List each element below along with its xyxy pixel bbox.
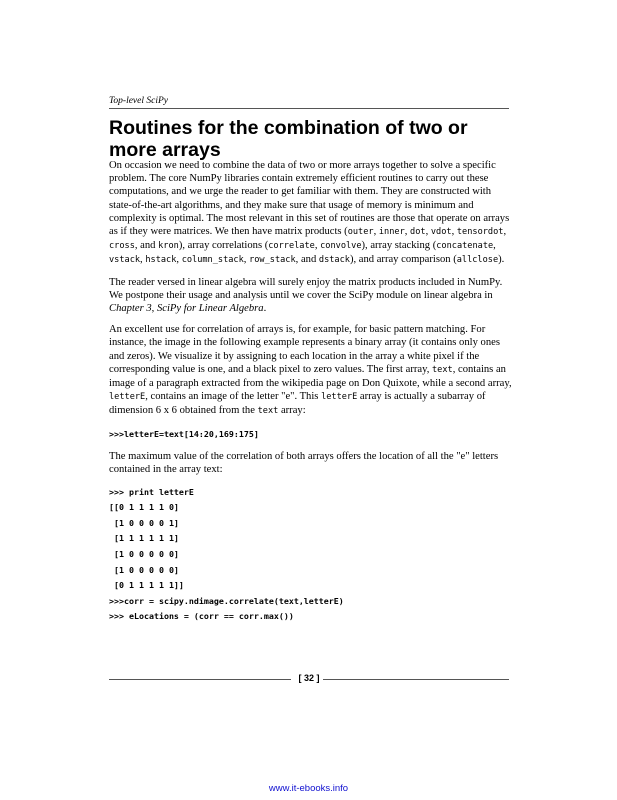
section-title: Routines for the combination of two or more arrays xyxy=(109,117,468,161)
code-line: [1 0 0 0 0 0] xyxy=(109,564,179,575)
code-vstack: vstack xyxy=(109,255,141,266)
code-line: >>>corr = scipy.ndimage.correlate(text,letterE) xyxy=(109,595,344,606)
code-vdot: vdot xyxy=(430,227,452,238)
paragraph-1: On occasion we need to combine the data of two or more arrays together to solve a specific problem. The core NumPy libraries contain extremely efficient routines to carry out these computations, and we urge the reader to get familiar with them. They are constructed with state-of-the-art algorithms, and they make sure that usage of memory is minimum and complexity is optimal. The most relevant in this set of routines are those that operate on arrays as if they were matrices. We then have matrix products (outer, inner, dot, vdot, tensordot, cross, and kron), array correlations (correlate, convolve), array stacking (concatenate, vstack, hstack, column_stack, row_stack, and dstack), and array comparison (allclose). xyxy=(109,160,510,266)
code-line: [0 1 1 1 1 1]] xyxy=(109,580,184,591)
header-rule xyxy=(109,108,509,109)
chapter-reference: Chapter 3, SciPy for Linear Algebra xyxy=(109,303,264,315)
code-letterE: letterE xyxy=(109,392,146,403)
code-line: [1 0 0 0 0 0] xyxy=(109,549,179,560)
code-correlate: correlate xyxy=(268,241,315,252)
code-allclose: allclose xyxy=(456,255,499,266)
code-dot: dot xyxy=(410,227,426,238)
code-row-stack: row_stack xyxy=(249,255,296,266)
page-number: [ 32 ] xyxy=(298,673,320,683)
code-tensordot: tensordot xyxy=(456,227,504,238)
code-line: >>> eLocations = (corr == corr.max()) xyxy=(109,611,294,622)
footer-rule-left xyxy=(109,679,291,680)
footer-rule-right xyxy=(323,679,509,680)
code-concatenate: concatenate xyxy=(436,241,494,252)
paragraph-4: The maximum value of the correlation of both arrays offers the location of all the "e" letters contained in the array text: xyxy=(109,451,499,476)
running-header: Top-level SciPy xyxy=(109,96,169,106)
body-text xyxy=(109,159,514,633)
code-line: >>> print letterE xyxy=(109,486,194,497)
code-letterE-2: letterE xyxy=(321,392,358,403)
code-dstack: dstack xyxy=(318,255,350,266)
code-line: [[0 1 1 1 1 0] xyxy=(109,502,179,513)
code-outer: outer xyxy=(347,227,374,238)
code-text: text xyxy=(432,364,453,375)
code-block-2 xyxy=(109,485,514,625)
code-line: [1 1 1 1 1 1] xyxy=(109,533,179,544)
code-kron: kron xyxy=(158,241,179,252)
paragraph-3: An excellent use for correlation of arrays is, for example, for basic pattern matching. For instance, the image in the following example represents a binary array (it contains only ones and zeros). We visualize it by assigning to each location in the array a white pixel if the corresponding value is one, and a black pixel to zero values. The first array, text, contains an image of a paragraph extracted from the wikipedia page on Don Quixote, while a second array, letterE, contains an image of the letter "e". This letterE array is actually a subarray of dimension 6 x 6 obtained from the text array: xyxy=(109,324,512,417)
code-convolve: convolve xyxy=(320,241,362,252)
code-line: >>>letterE=text[14:20,169:175] xyxy=(109,428,259,439)
code-block-1 xyxy=(109,427,514,443)
code-cross: cross xyxy=(109,241,135,252)
paragraph-2: The reader versed in linear algebra will surely enjoy the matrix products included in NumPy. We postpone their usage and analysis until we cover the SciPy module on linear algebra in Chapter 3, SciPy for Linear Algebra. xyxy=(109,276,503,315)
code-text-2: text xyxy=(257,406,279,417)
watermark-link[interactable]: www.it-ebooks.info xyxy=(268,783,349,794)
code-inner: inner xyxy=(378,227,405,238)
code-column-stack: column_stack xyxy=(181,255,244,266)
code-line: [1 0 0 0 0 1] xyxy=(109,517,179,528)
code-hstack: hstack xyxy=(145,255,177,266)
